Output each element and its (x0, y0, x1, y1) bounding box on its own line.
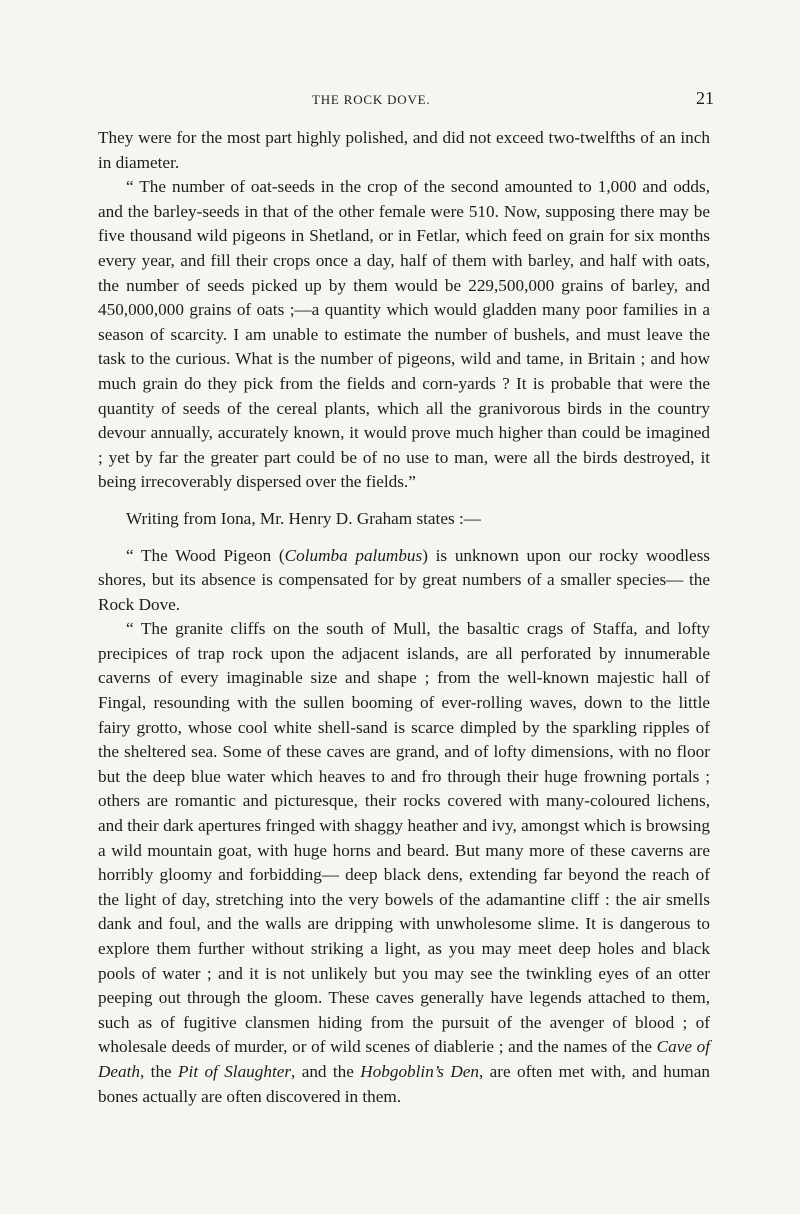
text-run: , and the (291, 1061, 361, 1081)
paragraph-1 (98, 126, 710, 175)
text-run: Writing from Iona, Mr. Henry D. Graham states :— (126, 508, 481, 528)
text-run: “ The number of oat-seeds in the crop of the second amounted to 1,000 and odds, and the barley-seeds in that of the other female were 510. Now, supposing there may be five thousand wild pigeons in Shetland, or in Fetlar, which feed on grain for six months every year, and fill their crops once a day, half of them with barley, and half with oats, the number of seeds picked up by them would be 229,500,000 grains of barley, and 450,000,000 grains of oats ;—a quantity which would gladden many poor families in a season of scarcity. I am unable to estimate the number of bushels, and must leave the task to the curious. What is the number of pigeons, wild and tame, in Britain ; and how much grain do they pick from the fields and corn-yards ? It is probable that were the quantity of seeds of the cereal plants, which all the granivorous birds in the country devour annually, accurately known, it would prove much higher than could be imagined ; yet by far the greater part could be of no use to man, were all the birds destroyed, it being irrecoverably dispersed over the fields.” (98, 177, 710, 492)
paragraph-2 (98, 175, 710, 495)
text-run: ) is unknown upon our rocky woodless shores, but its absence is compensated for by great numbers of a smaller species— the Rock Dove. (98, 545, 710, 614)
body-text (98, 126, 710, 1109)
species-name: Columba palumbus (284, 545, 423, 565)
text-run: , are often met with, and human bones actually are often discovered in them. (98, 1061, 711, 1106)
place-name: Pit of Slaughter (178, 1061, 292, 1081)
running-title: THE ROCK DOVE. (312, 92, 431, 107)
place-name: Hobgoblin’s Den (360, 1061, 479, 1081)
paragraph-3 (98, 507, 710, 532)
paragraph-5 (98, 617, 710, 1109)
text-run: “ The Wood Pigeon ( (126, 545, 285, 565)
text-run: They were for the most part highly polished, and did not exceed two-twelfths of an inch in diameter. (98, 128, 710, 172)
place-name: Cave of Death (98, 1037, 711, 1081)
text-run: , the (140, 1061, 179, 1081)
paragraph-4 (98, 544, 710, 618)
page-number: 21 (696, 88, 714, 108)
text-run: “ The granite cliffs on the south of Mull, the basaltic crags of Staffa, and lofty precipices of trap rock upon the adjacent islands, are all perforated by innumerable caverns of every imaginable size and shape ; from the well-known majestic hall of Fingal, resounding with the sullen booming of ever-rolling waves, down to the little fairy grotto, whose cool white shell-sand is scarce dimpled by the sparkling ripples of the sheltered sea. Some of these caves are grand, and of lofty dimensions, with no floor but the deep blue water which heaves to and fro through their huge frowning portals ; others are romantic and picturesque, their rocks covered with many-coloured lichens, and their dark apertures fringed with shaggy heather and ivy, amongst which is browsing a wild mountain goat, with huge horns and beard. But many more of these caverns are horribly gloomy and forbidding— deep black dens, extending far beyond the reach of the light of day, stretching into the very bowels of the adamantine cliff : the air smells dank and foul, and the walls are dripping with unwholesome slime. It is dangerous to explore them further without striking a light, as you may meet deep holes and black pools of water ; and it is not unlikely but you may see the twinkling eyes of an otter peeping out through the gloom. These caves generally have legends attached to them, such as of fugitive clansmen hiding from the pursuit of the avenger of blood ; of wholesale deeds of murder, or of wild scenes of diablerie ; and the names of the (98, 619, 710, 1057)
